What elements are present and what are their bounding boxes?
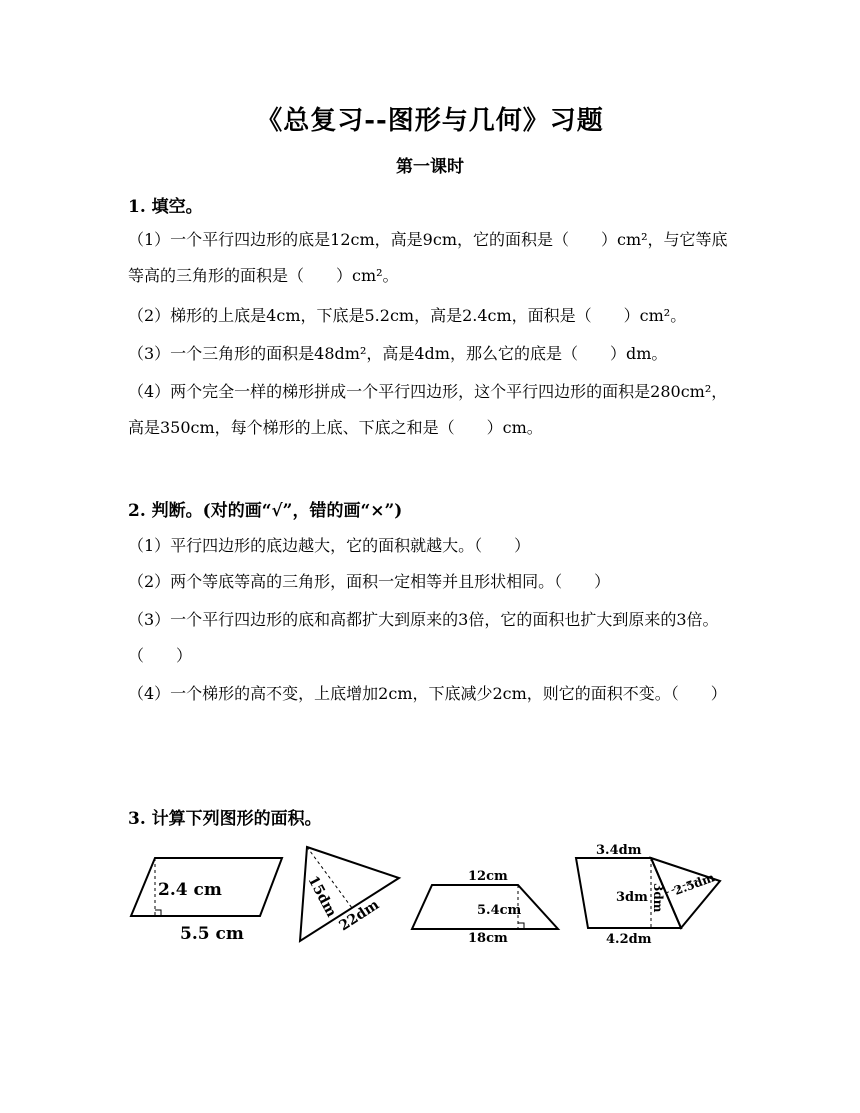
- composite-top-label: 3.4dm: [596, 843, 642, 858]
- q1-item-4: （4）两个完全一样的梯形拼成一个平行四边形，这个平行四边形的面积是280cm²，高是350cm，每个梯形的上底、下底之和是（ ）cm。: [128, 382, 728, 437]
- q1-item-2: （2）梯形的上底是4cm，下底是5.2cm，高是2.4cm，面积是（ ）cm²。: [128, 306, 687, 325]
- q2-heading: 2. 判断。(对的画“√”，错的画“×”): [128, 501, 403, 521]
- parallelogram-height-label: 2.4 cm: [158, 880, 222, 900]
- trapezoid-figure: [412, 869, 558, 946]
- q2-item-2: （2）两个等底等高的三角形，面积一定相等并且形状相同。（ ）: [128, 572, 611, 591]
- composite-tri-height-label: 2.5dm: [672, 870, 717, 898]
- trapezoid-top-label: 12cm: [468, 869, 508, 884]
- q1-heading: 1. 填空。: [128, 197, 203, 217]
- triangle-base-label: 22dm: [336, 896, 383, 935]
- q2-item-4: （4）一个梯形的高不变，上底增加2cm，下底减少2cm，则它的面积不变。（ ）: [128, 684, 727, 703]
- lesson-subtitle: 第一课时: [396, 157, 464, 177]
- q1-item-1: （1）一个平行四边形的底是12cm，高是9cm，它的面积是（ ）cm²，与它等底等高的三角形的面积是（ ）cm²。: [128, 230, 728, 285]
- trapezoid-height-label: 5.4cm: [477, 903, 522, 918]
- geometry-figures: [0, 835, 860, 965]
- q1-item-3: （3）一个三角形的面积是48dm²，高是4dm，那么它的底是（ ）dm。: [128, 344, 668, 363]
- composite-trap-height-label: 3dm: [616, 890, 648, 905]
- parallelogram-figure: [131, 858, 282, 944]
- triangle-height-label: 15dm: [304, 873, 340, 920]
- q2-item-1: （1）平行四边形的底边越大，它的面积就越大。（ ）: [128, 536, 531, 555]
- parallelogram-base-label: 5.5 cm: [180, 924, 244, 944]
- triangle-figure: [300, 847, 399, 941]
- q3-heading: 3. 计算下列图形的面积。: [128, 809, 322, 829]
- composite-tri-base-label: 3dm: [651, 883, 665, 913]
- composite-figure: [576, 843, 720, 947]
- q2-item-3: （3）一个平行四边形的底和高都扩大到原来的3倍，它的面积也扩大到原来的3倍。（ ）: [128, 610, 719, 665]
- trapezoid-bottom-label: 18cm: [468, 931, 508, 946]
- composite-bottom-label: 4.2dm: [606, 932, 652, 947]
- page-title: 《总复习--图形与几何》习题: [256, 106, 604, 136]
